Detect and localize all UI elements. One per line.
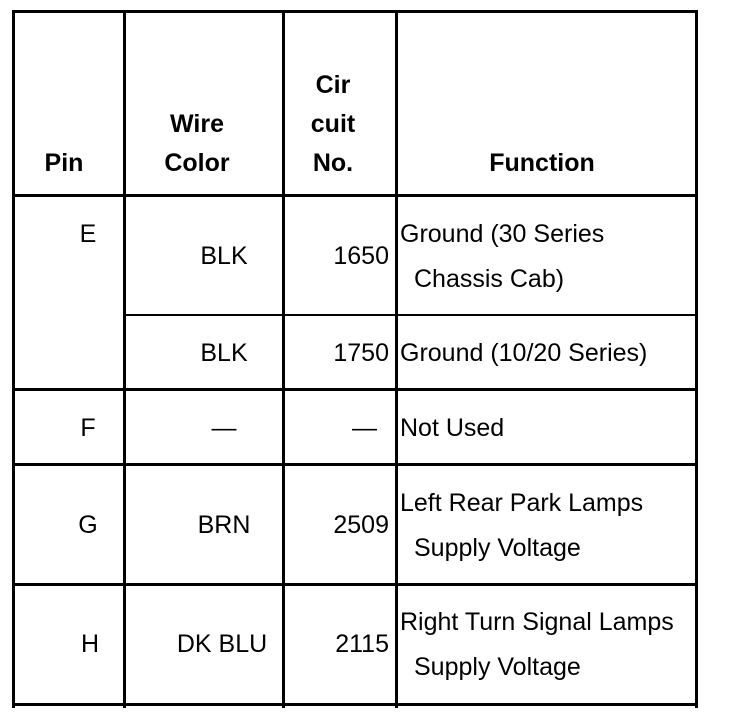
pin-f: F [80, 414, 96, 442]
row-divider-e-f [12, 388, 698, 391]
table-border-top [12, 10, 698, 13]
header-divider [12, 194, 698, 197]
function-g-line1: Left Rear Park Lamps [400, 489, 644, 517]
table-border-left [12, 10, 15, 708]
function-e-2-line1: Ground (10/20 Series) [400, 339, 648, 367]
table-border-bottom [12, 703, 698, 706]
pin-h: H [80, 630, 100, 658]
function-e-1-line2: Chassis Cab) [414, 265, 565, 293]
table-border-right [695, 10, 698, 708]
circuit-g: 2509 [333, 511, 389, 539]
circuit-e-2: 1750 [333, 339, 389, 367]
header-circuit-line2: cuit [310, 110, 356, 138]
circuit-e-1: 1650 [333, 242, 389, 270]
function-g-line2: Supply Voltage [414, 534, 581, 562]
function-e-1-line1: Ground (30 Series [400, 220, 605, 248]
header-wire-color-line2: Color [164, 149, 230, 177]
wire-color-g: BRN [197, 511, 251, 539]
function-h-line1: Right Turn Signal Lamps [400, 608, 674, 636]
wire-color-e-1: BLK [200, 242, 248, 270]
header-circuit-line1: Cir [315, 71, 351, 99]
function-f-line1: Not Used [400, 414, 505, 442]
row-e-subdivider [123, 314, 698, 316]
header-pin: Pin [44, 149, 84, 177]
wire-color-h: DK BLU [176, 630, 268, 658]
header-wire-color-line1: Wire [170, 110, 224, 138]
circuit-h: 2115 [335, 630, 389, 658]
header-function: Function [489, 149, 595, 177]
circuit-f: — [352, 414, 377, 442]
pin-e: E [79, 220, 97, 248]
wire-color-f: — [211, 414, 237, 442]
header-circuit-line3: No. [312, 149, 354, 177]
wire-color-e-2: BLK [200, 339, 248, 367]
row-divider-g-h [12, 583, 698, 586]
column-divider-function [395, 10, 398, 708]
pin-g: G [78, 511, 98, 539]
row-divider-f-g [12, 463, 698, 466]
function-h-line2: Supply Voltage [414, 653, 581, 681]
